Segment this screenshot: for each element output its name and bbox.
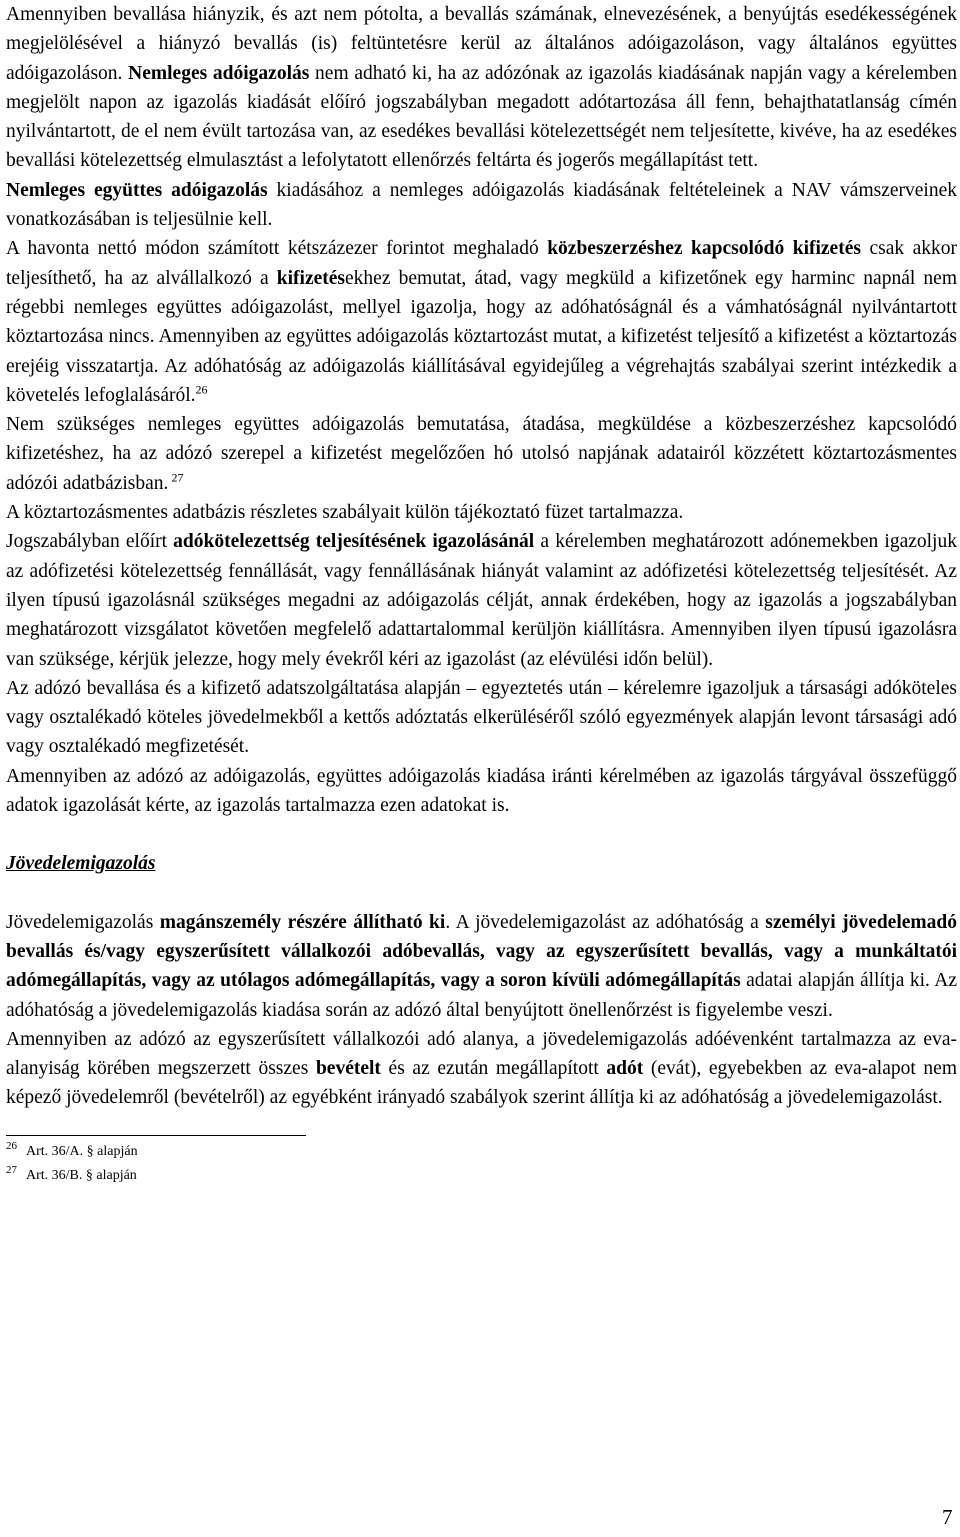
text-run: Jövedelemigazolás <box>6 911 160 933</box>
text-run: Amennyiben az adózó az egyszerűsített vállalkozói adó alanya, a jövedelemigazolás adóévenként tartalmazza az eva-alanyiság körében megszerzett összes <box>6 1028 957 1080</box>
body-text <box>6 0 957 820</box>
body-text-2 <box>6 908 957 1113</box>
bold-text: személyi jövedelemadó bevallás és/vagy egyszerűsített vállalkozói adóbevallás, vagy az egyszerűsített bevallás, vagy a munkáltatói adómegállapítás, vagy az utólagos adómegállapítás, vagy a soron kívüli adómegállapítás <box>6 911 957 992</box>
text-run: csak akkor teljesíthető, ha az alvállalkozó a <box>6 238 957 289</box>
text-run: Amennyiben az adózó az adóigazolás, együttes adóigazolás kiadása iránti kérelmében az igazolás tárgyával összefüggő adatok igazolását kérte, az igazolás tartalmazza ezen adatokat is. <box>6 765 957 817</box>
bold-text: adókötelezettség teljesítésének igazolásánál <box>173 531 535 553</box>
page-number: 7 <box>942 1505 953 1529</box>
bold-text: adót <box>606 1058 644 1080</box>
footnote-text: Art. 36/A. § alapján <box>26 1143 138 1159</box>
text-run: ekhez bemutat, átad, vagy megküld a kifizetőnek egy harminc napnál nem régebbi nemleges együttes adóigazolást, mellyel igazolja, hogy az adóhatóságnál és a vámhatóságnál nyilvántartott köztartozása nincs. Amennyiben az együttes adóigazolás köztartozást mutat, a kifizetést teljesítő a kifizetést a köztartozás erejéig visszatartja. Az adóhatóság az adóigazolás kiállításával egyidejűleg a végrehajtás szabályai szerint intézkedik a követelés lefoglalásáról. <box>6 267 957 406</box>
paragraph <box>6 0 957 176</box>
footnote <box>6 1164 957 1188</box>
bold-text: kifizetés <box>276 267 346 289</box>
paragraph <box>6 498 957 527</box>
paragraph <box>6 1025 957 1113</box>
text-run: és az ezután megállapított <box>380 1058 607 1080</box>
footnotes <box>6 1140 957 1188</box>
paragraph <box>6 176 957 235</box>
paragraph <box>6 674 957 762</box>
text-run: adatai alapján állítja ki. Az adóhatóság a jövedelemigazolás kiadása során az adózó által benyújtott önellenőrzést is figyelembe veszi. <box>6 970 957 1021</box>
footnote-reference: 26 <box>195 382 208 397</box>
text-run: Az adózó bevallása és a kifizető adatszolgáltatása alapján – egyeztetés után – kérelemre igazoljuk a társasági adóköteles vagy osztalékadó köteles jövedelmekből a kettős adóztatás elkerüléséről szóló egyezmények alapján levont társasági adó vagy osztalékadó megfizetését. <box>6 677 957 758</box>
text-run: A köztartozásmentes adatbázis részletes szabályait külön tájékoztató füzet tartalmazza. <box>6 502 684 524</box>
document-page <box>6 0 957 1188</box>
paragraph <box>6 234 957 410</box>
footnote-reference: 27 <box>168 470 184 485</box>
text-run: Amennyiben bevallása hiányzik, és azt nem pótolta, a bevallás számának, elnevezésének, a benyújtás esedékességének megjelölésével a hiányzó bevallás (is) feltüntetésre kerül az általános adóigazoláson, vagy általános együttes adóigazoláson. <box>6 4 957 84</box>
text-run: a kérelemben meghatározott adónemekben igazoljuk az adófizetési kötelezettség fennállását, vagy fennállásának hiányát valamint az adófizetési kötelezettség teljesítését. Az ilyen típusú igazolásnál szükséges megadni az adóigazolás célját, annak érdekében, hogy az igazolás a jogszabályban meghatározott vizsgálatot követően megfelelő adattartalommal kerüljön kiállításra. Amennyiben ilyen típusú igazolásra van szüksége, kérjük jelezze, hogy mely évekről kéri az igazolást (az elévülési időn belül). <box>6 531 957 670</box>
text-run: nem adható ki, ha az adózónak az igazolás kiadásának napján vagy a kérelemben megjelölt napon az igazolás kiadását előíró jogszabályban megadott adótartozása áll fenn, behajthatatlanság címén nyilvántartott, de el nem évült tartozása van, az esedékes bevallási kötelezettségét nem teljesítette, kivéve, ha az esedékes bevallási kötelezettség elmulasztást a lefolytatott ellenőrzés feltárta és jogerős megállapítást tett. <box>6 62 957 172</box>
bold-text: közbeszerzéshez kapcsolódó kifizetés <box>547 238 861 260</box>
paragraph <box>6 908 957 1025</box>
section-heading: Jövedelemigazolás <box>6 853 156 875</box>
paragraph <box>6 410 957 498</box>
text-run: Nem szükséges nemleges együttes adóigazolás bemutatása, átadása, megküldése a közbeszerzéshez kapcsolódó kifizetéshez, ha az adózó szerepel a kifizetést megelőzően hó utolsó napjának adatairól közzétett köztartozásmentes adózói adatbázisban. <box>6 414 957 494</box>
paragraph <box>6 527 957 673</box>
paragraph <box>6 762 957 821</box>
text-run: (evát), egyebekben az eva-alapot nem képező jövedelemről (bevételről) az egyébként irányadó szabályok szerint állítja ki az adóhatóság a jövedelemigazolást. <box>6 1058 957 1109</box>
footnote-text: Art. 36/B. § alapján <box>26 1167 137 1183</box>
text-run: A havonta nettó módon számított kétszázezer forintot meghaladó <box>6 238 548 260</box>
bold-text: Nemleges adóigazolás <box>128 62 310 84</box>
footnote-number: 27 <box>6 1163 17 1176</box>
bold-text: bevételt <box>315 1058 381 1080</box>
footnote <box>6 1140 957 1164</box>
bold-text: Nemleges együttes adóigazolás <box>6 179 268 201</box>
text-run: kiadásához a nemleges adóigazolás kiadásának feltételeinek a NAV vámszerveinek vonatkozásában is teljesülnie kell. <box>6 179 957 231</box>
footnote-number: 26 <box>6 1139 17 1152</box>
text-run: . A jövedelemigazolást az adóhatóság a <box>445 911 766 933</box>
bold-text: magánszemély részére állítható ki <box>159 911 446 933</box>
text-run: Jogszabályban előírt <box>6 531 174 553</box>
